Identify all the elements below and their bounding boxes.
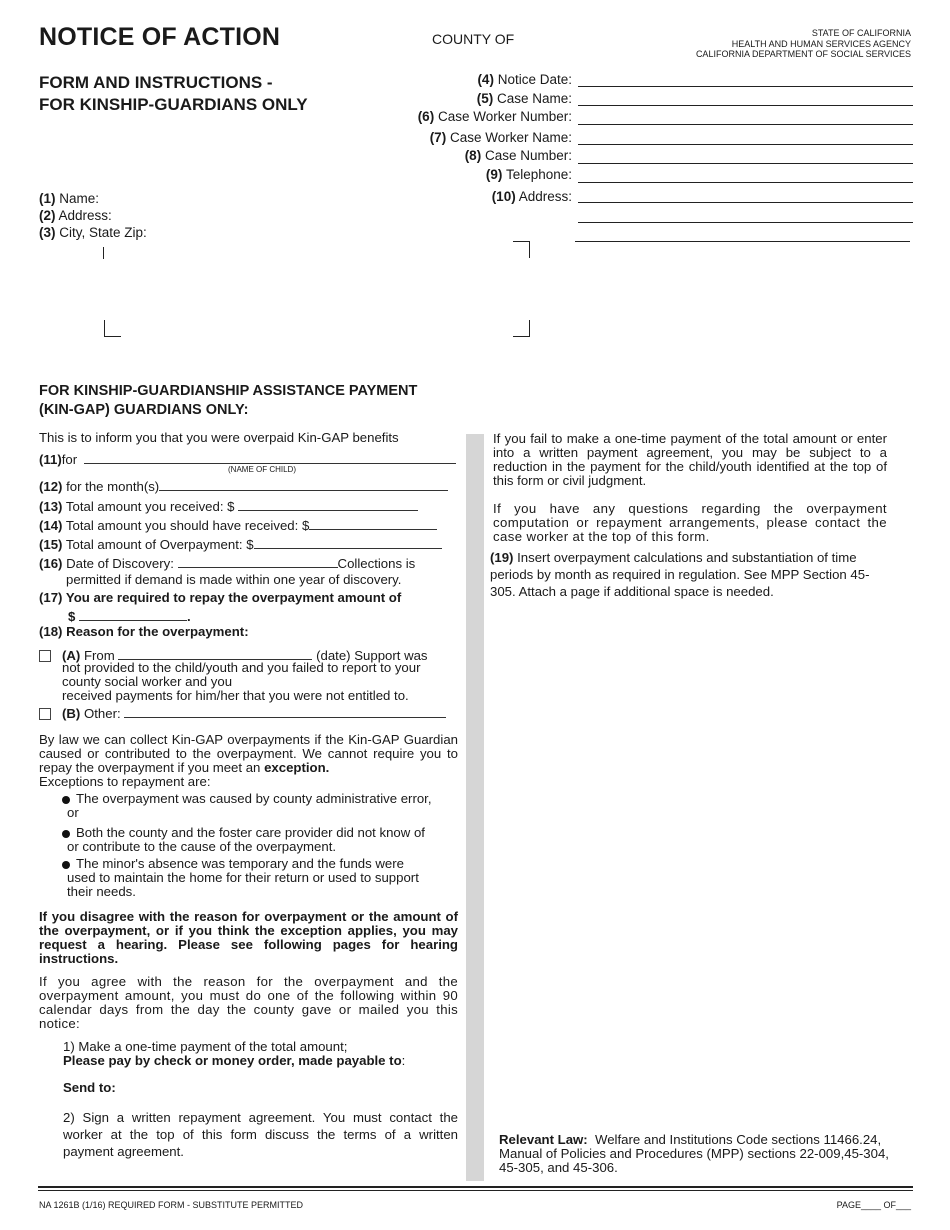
section-title-line-2: (KIN-GAP) GUARDIANS ONLY:	[39, 402, 249, 418]
address-label: (10) Address:	[491, 189, 572, 204]
agency-line-2: HEALTH AND HUMAN SERVICES AGENCY	[731, 38, 911, 49]
bullet-2	[62, 826, 458, 854]
fail-paragraph: If you fail to make a one-time payment of the total amount or enter into a written payment agreement, you may be subject to a reduction in the payment for the child/youth identified at the top of this form or civil judgment.	[493, 431, 887, 488]
option-1	[63, 1040, 458, 1068]
option-a-from: From	[83, 648, 115, 663]
address-field-line-3[interactable]	[575, 241, 910, 242]
discovery-date-field[interactable]	[178, 555, 338, 568]
item-16-after: Collections is	[337, 556, 416, 571]
envelope-mark-top-left	[103, 247, 104, 259]
option-a-checkbox[interactable]	[39, 650, 51, 662]
item-15	[39, 536, 458, 552]
envelope-mark-bottom-right	[513, 320, 530, 337]
child-name-caption: (NAME OF CHILD)	[228, 465, 296, 474]
item-16-label: Date of Discovery:	[66, 556, 174, 571]
bullet-3-line-3: their needs.	[67, 884, 136, 899]
recipient-address-label: (2) Address:	[39, 208, 112, 223]
bullet-2-line-2: or contribute to the cause of the overpayment.	[67, 839, 337, 854]
case-number-field[interactable]	[578, 163, 913, 164]
item-18: (18) Reason for the overpayment:	[39, 624, 249, 639]
relevant-law-label: Relevant Law:	[499, 1132, 588, 1147]
column-divider-bar	[466, 434, 484, 1181]
agree-paragraph: If you agree with the reason for the overpayment and the overpayment amount, you must do one of the following within 90 calendar days from the day the county gave or mailed you this notice:	[39, 974, 458, 1031]
option-1-text: 1) Make a one-time payment of the total amount;	[63, 1039, 348, 1054]
relevant-law	[499, 1133, 911, 1175]
option-b-line	[62, 705, 458, 721]
agency-line-3: CALIFORNIA DEPARTMENT OF SOCIAL SERVICES	[695, 49, 911, 59]
bullet-3	[62, 857, 458, 899]
envelope-mark-bottom-left	[104, 320, 121, 337]
option-b-other-field[interactable]	[124, 705, 446, 718]
law-paragraph-text: By law we can collect Kin-GAP overpayments if the Kin-GAP Guardian caused or contributed to the overpayment. We cannot require you to repay the overpayment if you meet an	[39, 732, 458, 775]
law-paragraph	[39, 733, 458, 789]
section-title	[39, 382, 417, 420]
agency-line-1: STATE OF CALIFORNIA	[811, 28, 911, 38]
item-19-num: (19)	[490, 550, 514, 565]
option-2: 2) Sign a written repayment agreement. You must contact the worker at the top of this form discuss the terms of a written payment agreement.	[63, 1110, 458, 1159]
telephone-label: (9) Telephone:	[485, 167, 572, 182]
county-label: COUNTY OF	[432, 31, 515, 47]
relevant-law-text: Welfare and Institutions Code sections 11466.24, Manual of Policies and Procedures (MPP) sections 22-009,45-304, 45-305, and 45-306.	[499, 1132, 889, 1175]
envelope-mark-top-right	[513, 241, 530, 258]
agency-block	[696, 28, 911, 60]
item-14-num: (14)	[39, 518, 63, 533]
footer-rule-thin	[38, 1190, 913, 1191]
item-15-label: Total amount of Overpayment: $	[65, 537, 254, 552]
address-field-line-2[interactable]	[578, 222, 913, 223]
option-a-line-2: not provided to the child/youth and you failed to report to your	[62, 660, 421, 675]
option-b-label: Other:	[83, 706, 121, 721]
notice-date-field[interactable]	[578, 86, 913, 87]
child-name-field[interactable]	[84, 451, 456, 464]
footer-rule-thick	[38, 1186, 913, 1188]
form-title: NOTICE OF ACTION	[39, 23, 281, 51]
item-15-num: (15)	[39, 537, 63, 552]
item-11-label: for	[61, 452, 78, 467]
recipient-name-label: (1) Name:	[39, 191, 100, 206]
bullet-1	[62, 792, 458, 820]
address-field-line-1[interactable]	[578, 202, 913, 203]
bullet-dot-icon	[62, 796, 70, 804]
item-13-label: Total amount you received: $	[65, 499, 235, 514]
bullet-3-line-1: The minor's absence was temporary and the funds were	[76, 856, 404, 871]
repay-dollar-sign: $	[68, 609, 76, 624]
option-b-num: (B)	[62, 706, 81, 721]
case-name-field[interactable]	[578, 105, 913, 106]
law-exception-bold: exception.	[264, 760, 330, 775]
send-to-label: Send to:	[63, 1080, 116, 1095]
overpayment-amount-field[interactable]	[254, 536, 442, 549]
item-12-label: for the month(s)	[66, 479, 160, 494]
item-13	[39, 498, 458, 514]
option-a-num: (A)	[62, 648, 81, 663]
case-worker-name-field[interactable]	[578, 144, 913, 145]
option-1-payable: Please pay by check or money order, made payable to	[63, 1053, 402, 1068]
bullet-3-line-2: used to maintain the home for their return or used to support	[67, 870, 419, 885]
item-14	[39, 517, 458, 533]
repay-amount-field[interactable]	[79, 608, 187, 621]
months-field[interactable]	[159, 478, 448, 491]
option-a-line-4: received payments for him/her that you were not entitled to.	[62, 688, 409, 703]
recipient-city-label: (3) City, State Zip:	[39, 225, 147, 240]
questions-paragraph: If you have any questions regarding the overpayment computation or repayment arrangements, please contact the case worker at the top of this form.	[493, 501, 887, 544]
item-13-num: (13)	[39, 499, 63, 514]
bullet-1-line-2: or	[67, 805, 79, 820]
item-19	[490, 549, 882, 600]
amount-should-have-field[interactable]	[309, 517, 437, 530]
item-12	[39, 478, 458, 494]
case-name-label: (5) Case Name:	[476, 91, 572, 106]
telephone-field[interactable]	[578, 182, 913, 183]
bullet-dot-icon	[62, 861, 70, 869]
bullet-dot-icon	[62, 830, 70, 838]
calculations-area[interactable]	[490, 601, 912, 1126]
case-number-label: (8) Case Number:	[464, 148, 572, 163]
disagree-paragraph: If you disagree with the reason for overpayment or the amount of the overpayment, or if you think the exception applies, you may request a hearing. Please see following pages for hearing instructions.	[39, 909, 458, 966]
option-a-date-field[interactable]	[118, 647, 312, 660]
form-subtitle	[39, 72, 308, 116]
bullet-1-line-1: The overpayment was caused by county administrative error,	[76, 791, 432, 806]
case-worker-name-label: (7) Case Worker Name:	[429, 130, 572, 145]
item-12-num: (12)	[39, 479, 63, 494]
option-a-line-3: county social worker and you	[62, 674, 233, 689]
item-17: (17) You are required to repay the overpayment amount of	[39, 590, 402, 605]
form-id: NA 1261B (1/16) REQUIRED FORM - SUBSTITUTE PERMITTED	[39, 1200, 304, 1210]
bullet-2-line-1: Both the county and the foster care provider did not know of	[76, 825, 425, 840]
item-16-continuation: permitted if demand is made within one year of discovery.	[66, 572, 402, 587]
item-16-num: (16)	[39, 556, 63, 571]
intro-text: This is to inform you that you were overpaid Kin-GAP benefits	[39, 430, 399, 445]
subtitle-line-1: FORM AND INSTRUCTIONS -	[39, 73, 273, 92]
law-paragraph-tail: Exceptions to repayment are:	[39, 774, 211, 789]
item-14-label: Total amount you should have received: $	[65, 518, 310, 533]
option-b-checkbox[interactable]	[39, 708, 51, 720]
repay-period: .	[187, 609, 191, 624]
subtitle-line-2: FOR KINSHIP-GUARDIANS ONLY	[39, 95, 308, 114]
page-number: PAGE____ OF___	[836, 1200, 911, 1210]
amount-received-field[interactable]	[238, 498, 418, 511]
case-worker-number-field[interactable]	[578, 124, 913, 125]
option-1-colon: :	[401, 1053, 406, 1068]
case-worker-number-label: (6) Case Worker Number:	[417, 109, 572, 124]
item-11-num: (11)	[39, 452, 62, 467]
item-19-text: Insert overpayment calculations and substantiation of time periods by month as required in regulation. See MPP Section 45-305. Attach a page if additional space is needed.	[490, 550, 870, 599]
repay-amount-line	[68, 608, 268, 624]
notice-date-label: (4) Notice Date:	[477, 72, 572, 87]
section-title-line-1: FOR KINSHIP-GUARDIANSHIP ASSISTANCE PAYMENT	[39, 383, 418, 399]
item-16	[39, 555, 458, 571]
option-a-after: (date) Support was	[316, 648, 428, 663]
